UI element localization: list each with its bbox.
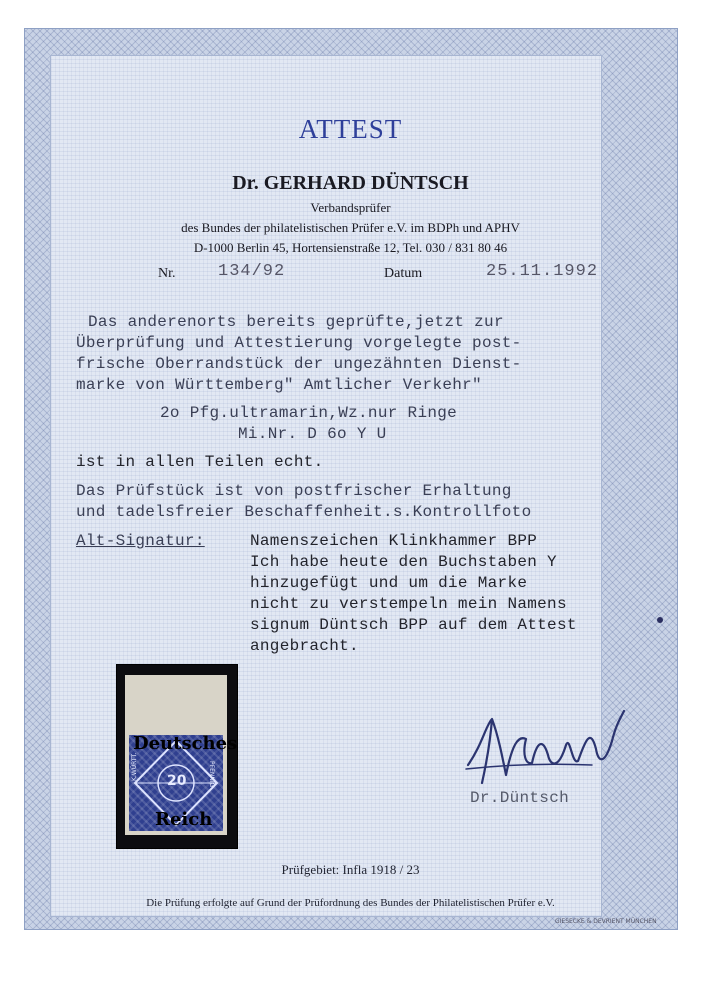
alt-signatur-line-2: Ich habe heute den Buchstaben Y <box>250 553 557 571</box>
alt-signatur-line-4: nicht zu verstempeln mein Namens <box>250 595 567 613</box>
catalogue-number: Mi.Nr. D 6o Y U <box>238 425 387 443</box>
overprint-bottom: Reich <box>155 809 213 830</box>
examiner-role: Verbandsprüfer <box>310 200 391 215</box>
alt-signatur-line-1: Namenszeichen Klinkhammer BPP <box>250 532 538 550</box>
printer-imprint: GIESECKE & DEVRIENT MÜNCHEN <box>555 918 657 925</box>
paragraph-line-3: frische Oberrandstück der ungezähnten Dienst- <box>76 355 522 373</box>
stamp-description: 2o Pfg.ultramarin,Wz.nur Ringe <box>160 404 458 422</box>
datum-value: 25.11.1992 <box>486 262 599 281</box>
nr-label: Nr. <box>158 266 176 281</box>
overprint-top: Deutsches <box>133 733 238 754</box>
association-line: des Bundes der philatelistischen Prüfer e.V. im BDPh und APHV <box>181 220 520 235</box>
stamp-photo <box>116 664 238 849</box>
stamp-value: 20 <box>167 773 187 789</box>
condition-line-2: und tadelsfreier Beschaffenheit.s.Kontrollfoto <box>76 503 532 521</box>
handwritten-signature <box>462 705 632 800</box>
footer-note: Die Prüfung erfolgte auf Grund der Prüfordnung des Bundes der Philatelistischen Prüfer e.V. <box>146 897 555 909</box>
stamp-right-text: PFENNIG <box>208 761 215 788</box>
paragraph-line-1: Das anderenorts bereits geprüfte,jetzt zur <box>88 313 504 331</box>
alt-signatur-line-6: angebracht. <box>250 637 359 655</box>
nr-value: 134/92 <box>218 262 286 281</box>
certificate-title: ATTEST <box>298 114 403 144</box>
signature-name: Dr.Düntsch <box>470 789 570 807</box>
paragraph-line-4: marke von Württemberg" Amtlicher Verkehr" <box>76 376 482 394</box>
address-line: D-1000 Berlin 45, Hortensienstraße 12, Tel. 030 / 831 80 46 <box>193 240 508 255</box>
datum-label: Datum <box>384 266 423 281</box>
genuine-statement: ist in allen Teilen echt. <box>76 453 324 471</box>
alt-signatur-line-5: signum Düntsch BPP auf dem Attest <box>250 616 577 634</box>
signum-mark <box>657 617 663 623</box>
pruefgebiet: Prüfgebiet: Infla 1918 / 23 <box>281 862 420 877</box>
paragraph-line-2: Überprüfung und Attestierung vorgelegte post- <box>76 334 522 352</box>
examiner-name: Dr. GERHARD DÜNTSCH <box>232 172 469 194</box>
stamp-left-text: K.WÜRTT. <box>131 752 138 781</box>
condition-line-1: Das Prüfstück ist von postfrischer Erhaltung <box>76 482 512 500</box>
alt-signatur-line-3: hinzugefügt und um die Marke <box>250 574 528 592</box>
alt-signatur-label: Alt-Signatur: <box>76 532 205 550</box>
stamp-paper <box>125 675 238 835</box>
